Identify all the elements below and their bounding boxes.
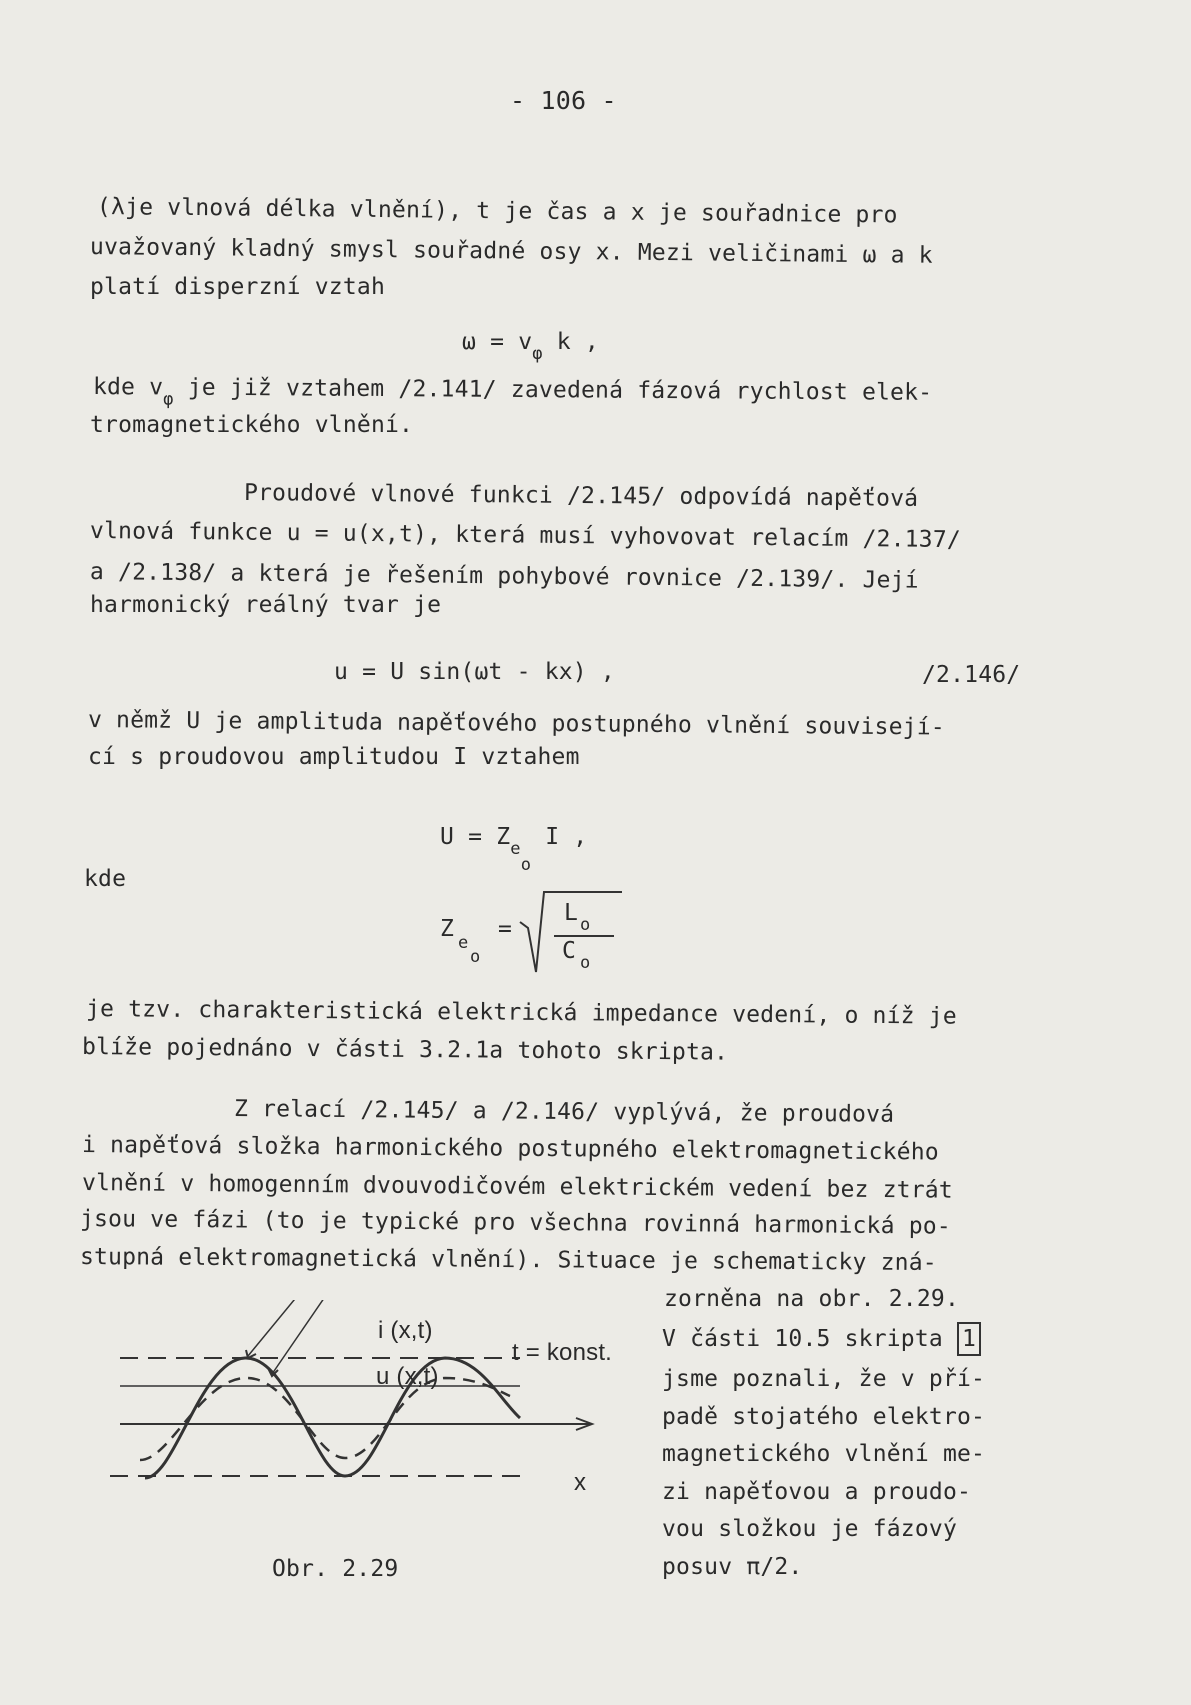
para1-line1: (λje vlnová délka vlnění), t je čas a x je souřadnice pro [96, 194, 898, 229]
para4-line1: v němž U je amplituda napěťového postupného vlnění souvisejí- [87, 707, 945, 741]
equation-impedance [436, 888, 636, 978]
reference-box [957, 1322, 981, 1356]
pointer-u [272, 1300, 342, 1374]
eq4-num-L: L [564, 900, 579, 926]
eq1-lhs: ω = [462, 329, 505, 355]
equation-voltage-wave: u = U sin(ωt - kx) , [334, 659, 615, 685]
para3-line3: a /2.138/ a která je řešením pohybové rovnice /2.139/. Její [89, 559, 919, 594]
para2-rest: je již vztahem /2.141/ zavedená fázová rychlost elek- [173, 374, 933, 406]
eq3-rhs: I , [545, 824, 588, 850]
eq1-phi: φ [532, 344, 543, 364]
para7-line7: posuv π/2. [662, 1554, 803, 1580]
equation-dispersion [462, 325, 599, 364]
para2-phi: φ [163, 389, 174, 410]
figure-label-u: u (x,t) [376, 1363, 439, 1390]
figure-label-t: t = konst. [512, 1339, 613, 1366]
kde-label: kde [84, 866, 127, 892]
eq3-lhs: U = Z [440, 824, 511, 850]
para7-line1 [662, 1322, 981, 1356]
para1-line3: platí disperzní vztah [90, 274, 385, 300]
eq4-e: e [458, 933, 469, 953]
para6-line5: stupná elektromagnetická vlnění). Situace je schematicky zná- [79, 1244, 937, 1276]
para4-line2: cí s proudovou amplitudou I vztahem [88, 744, 580, 770]
para7-line5: zi napěťovou a proudo- [662, 1479, 972, 1505]
para5-line2: blíže pojednáno v části 3.2.1a tohoto skripta. [81, 1034, 729, 1066]
figure-label-x: x [574, 1469, 587, 1496]
page-number: - 106 - [510, 86, 617, 115]
eq3-e: e [510, 839, 521, 859]
voltage-wave [140, 1378, 510, 1460]
para1-line2: uvažovaný kladný smysl souřadné osy x. Mezi veličinami ω a k [89, 234, 933, 269]
para3-line4: harmonický reálný tvar je [90, 592, 442, 618]
current-wave [145, 1358, 520, 1478]
para6-line3: vlnění v homogenním dvouvodičovém elektrickém vedení bez ztrát [81, 1170, 954, 1204]
equation-amplitude [440, 820, 588, 875]
para3-line2: vlnová funkce u = u(x,t), která musí vyhovovat relacím /2.137/ [89, 518, 962, 554]
para6-line2: i napěťová složka harmonického postupného elektromagnetického [81, 1132, 939, 1166]
para7-line2: jsme poznali, že v pří- [662, 1366, 986, 1392]
para3-line1: Proudové vlnové funkci /2.145/ odpovídá napěťová [243, 480, 919, 512]
para2-line2: tromagnetického vlnění. [90, 412, 414, 438]
eq4-num-sub: o [580, 915, 591, 935]
para7-line4: magnetického vlnění me- [662, 1441, 986, 1467]
figure-caption: Obr. 2.29 [272, 1556, 399, 1582]
para6-line1: Z relací /2.145/ a /2.146/ vyplývá, že proudová [233, 1096, 895, 1128]
eq4-o: o [470, 947, 481, 967]
figure-label-i: i (x,t) [378, 1317, 433, 1344]
para2-line1 [93, 370, 932, 412]
para7-line3: padě stojatého elektro- [662, 1404, 986, 1430]
para6-line4: jsou ve fázi (to je typické pro všechna rovinná harmonická po- [79, 1206, 952, 1240]
eq4-den-sub: o [580, 953, 591, 973]
para7-text: V části 10.5 skripta [662, 1326, 957, 1352]
eq4-z: Z [440, 916, 455, 942]
para5-line1: je tzv. charakteristická elektrická impedance vedení, o níž je [85, 996, 958, 1030]
equation-label-2-146: /2.146/ [922, 662, 1021, 688]
pointer-i [248, 1300, 350, 1356]
eq3-o: o [520, 855, 532, 875]
reference-number: 1 [962, 1326, 977, 1352]
para6-line6: zorněna na obr. 2.29. [664, 1286, 959, 1312]
eq1-rest: k , [556, 329, 599, 355]
para7-line6: vou složkou je fázový [662, 1516, 957, 1542]
eq4-den-C: C [562, 938, 577, 964]
para2-kde-v: kde v [92, 374, 164, 401]
eq1-v: v [518, 329, 533, 355]
eq4-equals: = [498, 916, 513, 942]
